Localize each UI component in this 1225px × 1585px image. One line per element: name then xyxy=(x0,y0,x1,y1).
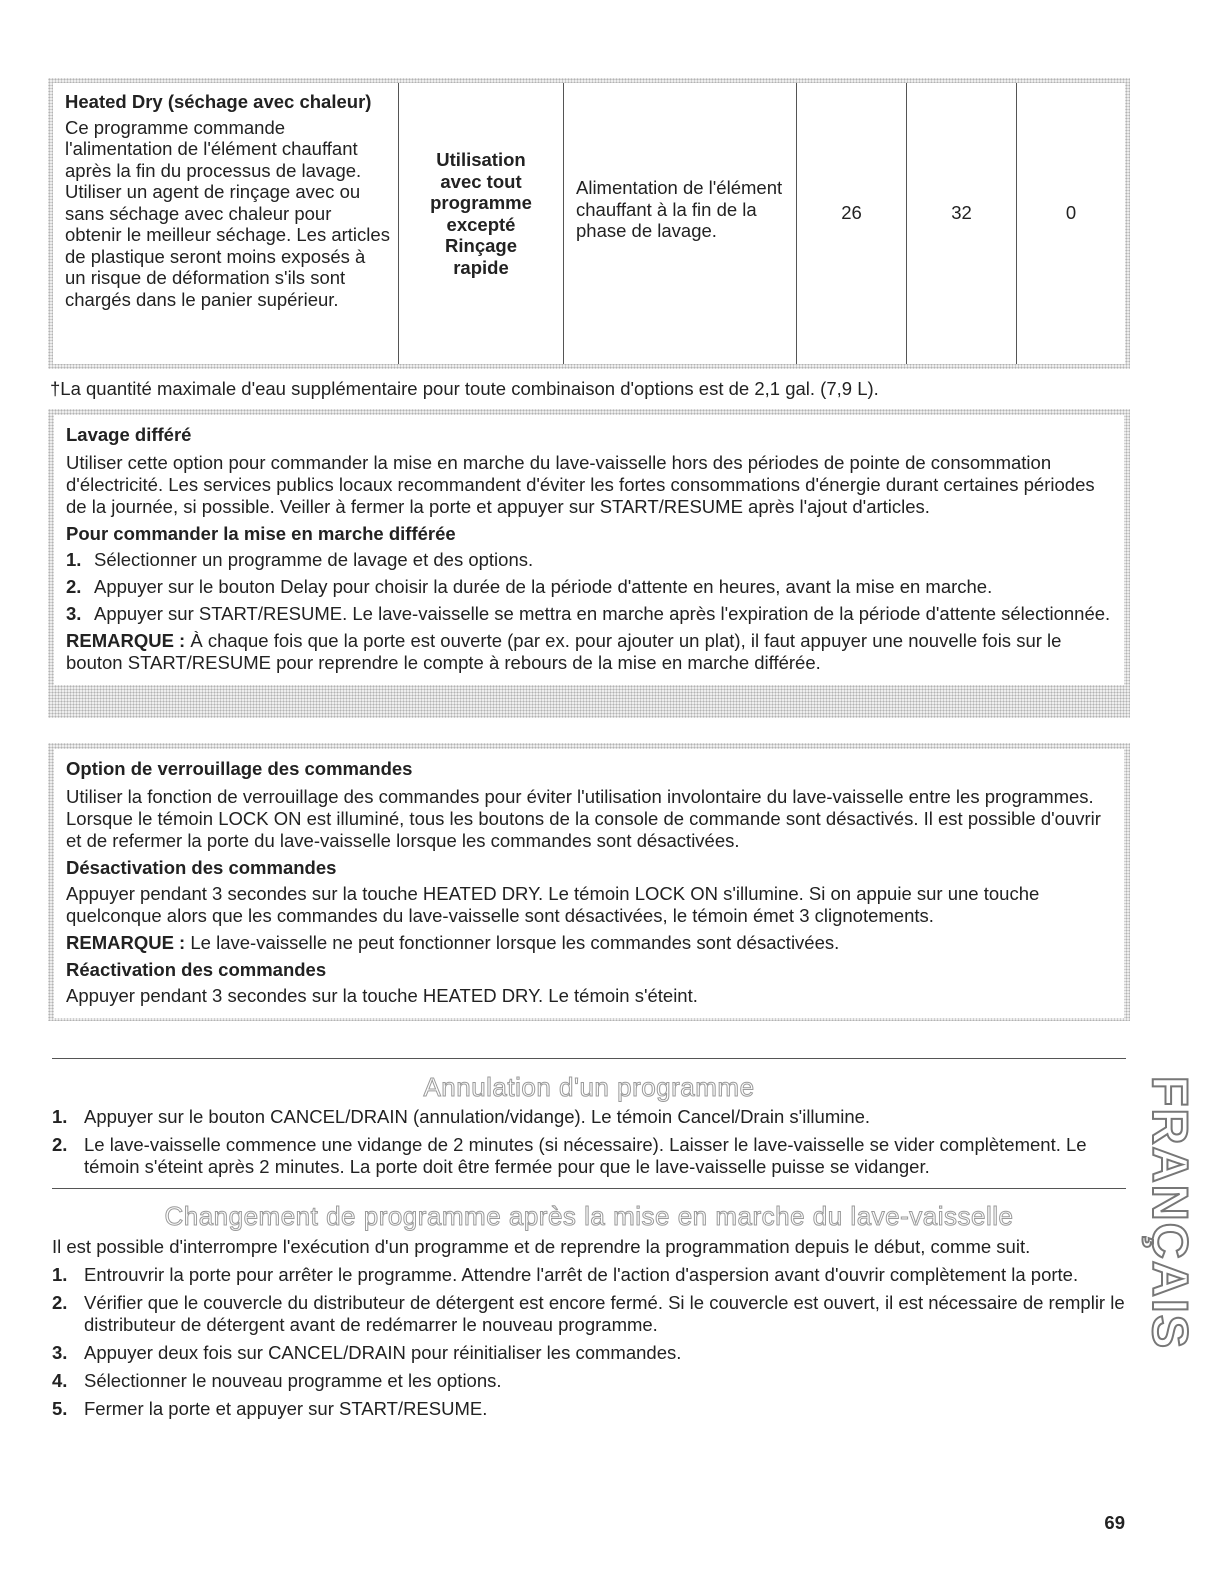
option-usage-cell xyxy=(398,83,563,364)
lock-reactivation-title: Réactivation des commandes xyxy=(66,959,327,980)
lock-intro: Utiliser la fonction de verrouillage des commandes pour éviter l'utilisation involontaire du lave-vaisselle entre les programmes. Lorsque le témoin LOCK ON est illuminé, tous les boutons de la console de commande sont désactivés. Il est possible d'ouvrir et de refermer la porte du lave-vaisselle lorsque les commandes sont désactivées. xyxy=(66,786,1101,851)
step-number: 1. xyxy=(52,1264,68,1285)
step-number: 1. xyxy=(66,549,82,570)
list-item xyxy=(52,1106,1130,1128)
option-description: Ce programme commande l'alimentation de l'élément chauffant après la fin du processus de lavage. Utiliser un agent de rinçage avec ou sans séchage avec chaleur pour obtenir le meilleur séchage. Les articles de plastique seront moins exposés à un risque de déformation s'ils sont chargés dans le panier supérieur. xyxy=(65,116,390,310)
step-number: 4. xyxy=(52,1370,68,1391)
option-description-cell xyxy=(53,83,398,364)
step-text: Appuyer sur START/RESUME. Le lave-vaisselle se mettra en marche après l'expiration de la période d'attente sélectionnée. xyxy=(94,603,1111,624)
note-label: REMARQUE : xyxy=(66,630,186,651)
cancel-steps xyxy=(52,1106,1130,1184)
lock-reactivation-text: Appuyer pendant 3 secondes sur la touche HEATED DRY. Le témoin s'éteint. xyxy=(66,985,698,1006)
page-number: 69 xyxy=(1104,1512,1125,1533)
step-text: Sélectionner un programme de lavage et des options. xyxy=(94,549,534,570)
delay-subtitle: Pour commander la mise en marche différée xyxy=(66,523,456,544)
step-number: 2. xyxy=(66,576,82,597)
language-label: FRANÇAIS xyxy=(1142,1075,1198,1351)
section-divider xyxy=(52,1188,1126,1189)
list-item xyxy=(52,1134,1130,1178)
option-value-cell xyxy=(796,83,906,364)
option-value-cell xyxy=(1016,83,1125,364)
list-item xyxy=(52,1370,1130,1392)
list-item xyxy=(52,1398,1130,1420)
list-item xyxy=(66,576,1114,598)
change-section-title: Changement de programme après la mise en marche du lave-vaisselle xyxy=(164,1201,1014,1231)
option-usage: Utilisation avec tout programme excepté Rinçage rapide xyxy=(430,149,532,278)
option-value-cell xyxy=(906,83,1016,364)
lock-deactivation-text: Appuyer pendant 3 secondes sur la touche HEATED DRY. Le témoin LOCK ON s'illumine. Si on appuie sur une touche quelconque alors que les commandes du lave-vaisselle sont désactivées, le témoin émet 3 clignotements. xyxy=(66,883,1040,926)
option-function: Alimentation de l'élément chauffant à la fin de la phase de lavage. xyxy=(576,177,783,242)
delay-steps xyxy=(66,549,1114,625)
delay-intro: Utiliser cette option pour commander la mise en marche du lave-vaisselle hors des périodes de pointe de consommation d'électricité. Les services publics locaux recommandent d'éviter les fortes consommations d'énergie durant certaines périodes de la journée, si possible. Veiller à fermer la porte et appuyer sur START/RESUME après l'ajout d'articles. xyxy=(66,452,1095,517)
step-text: Sélectionner le nouveau programme et les options. xyxy=(84,1370,502,1391)
heated-dry-table xyxy=(48,78,1130,369)
note-label: REMARQUE : xyxy=(66,932,186,953)
step-number: 5. xyxy=(52,1398,68,1419)
option-value: 26 xyxy=(841,201,862,223)
step-text: Fermer la porte et appuyer sur START/RESUME. xyxy=(84,1398,488,1419)
note-text: Le lave-vaisselle ne peut fonctionner lorsque les commandes sont désactivées. xyxy=(185,932,840,953)
change-steps xyxy=(52,1236,1130,1426)
list-item xyxy=(66,603,1114,625)
delay-wash-box xyxy=(48,409,1130,718)
step-number: 1. xyxy=(52,1106,68,1127)
option-value: 32 xyxy=(951,201,972,223)
step-text: Appuyer deux fois sur CANCEL/DRAIN pour réinitialiser les commandes. xyxy=(84,1342,682,1363)
step-text: Entrouvrir la porte pour arrêter le programme. Attendre l'arrêt de l'action d'aspersion avant d'ouvrir complètement la porte. xyxy=(84,1264,1079,1285)
control-lock-box xyxy=(48,743,1130,1021)
section-divider xyxy=(52,1058,1126,1059)
step-number: 3. xyxy=(66,603,82,624)
note-text: À chaque fois que la porte est ouverte (par ex. pour ajouter un plat), il faut appuyer une nouvelle fois sur le bouton START/RESUME pour reprendre le compte à rebours de la mise en marche différée. xyxy=(66,630,1062,673)
step-text: Le lave-vaisselle commence une vidange de 2 minutes (si nécessaire). Laisser le lave-vaisselle se vider complètement. Le témoin s'éteint après 2 minutes. La porte doit être fermée pour que le lave-vaisselle puisse se vidanger. xyxy=(84,1134,1087,1177)
list-item xyxy=(52,1292,1130,1336)
language-side-tab xyxy=(1142,1075,1198,1351)
option-title: Heated Dry (séchage avec chaleur) xyxy=(65,91,372,112)
delay-note xyxy=(66,630,1114,674)
lock-deactivation-title: Désactivation des commandes xyxy=(66,857,337,878)
list-item xyxy=(52,1342,1130,1364)
step-number: 3. xyxy=(52,1342,68,1363)
step-number: 2. xyxy=(52,1134,68,1155)
list-item xyxy=(52,1264,1130,1286)
step-text: Vérifier que le couvercle du distributeur de détergent est encore fermé. Si le couvercle est ouvert, il est nécessaire de remplir le distributeur de détergent avant de redémarrer le nouveau programme. xyxy=(84,1292,1125,1335)
step-text: Appuyer sur le bouton CANCEL/DRAIN (annulation/vidange). Le témoin Cancel/Drain s'illumine. xyxy=(84,1106,871,1127)
lock-title: Option de verrouillage des commandes xyxy=(66,758,413,779)
option-function-cell xyxy=(563,83,796,364)
cancel-section-title: Annulation d'un programme xyxy=(423,1072,755,1102)
change-intro: Il est possible d'interrompre l'exécution d'un programme et de reprendre la programmation depuis le début, comme suit. xyxy=(52,1236,1031,1257)
water-footnote: †La quantité maximale d'eau supplémentaire pour toute combinaison d'options est de 2,1 gal. (7,9 L). xyxy=(50,378,879,399)
step-number: 2. xyxy=(52,1292,68,1313)
step-text: Appuyer sur le bouton Delay pour choisir la durée de la période d'attente en heures, avant la mise en marche. xyxy=(94,576,993,597)
delay-title: Lavage différé xyxy=(66,424,192,445)
lock-note xyxy=(66,932,1114,954)
option-value: 0 xyxy=(1065,201,1077,223)
list-item xyxy=(66,549,1114,571)
